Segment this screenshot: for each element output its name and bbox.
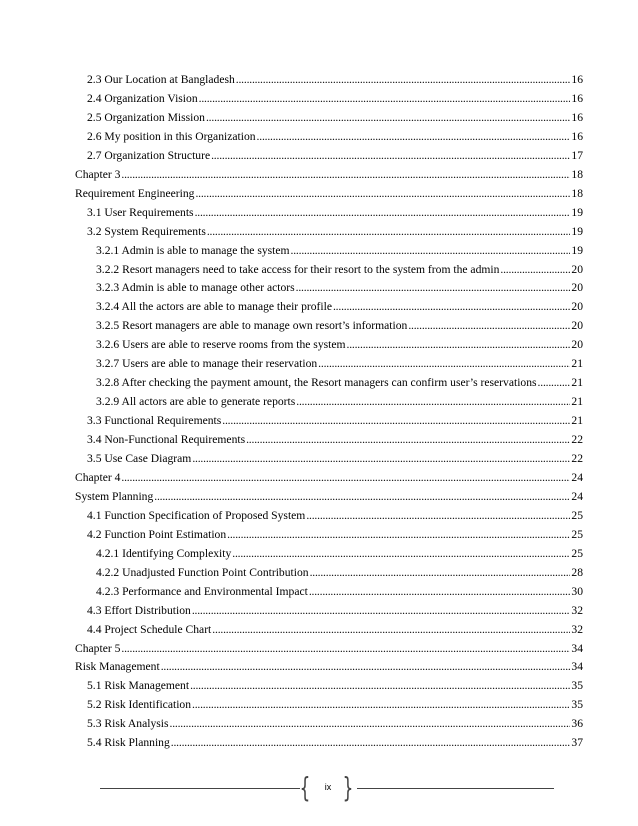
toc-entry-title: Chapter 4 <box>75 470 121 484</box>
toc-entry <box>0 658 638 675</box>
footer-rule-right <box>357 788 554 789</box>
toc-page-number: 25 <box>571 546 583 560</box>
toc-dot-leader <box>192 696 570 713</box>
toc-page-number: 21 <box>571 357 583 371</box>
toc-page-number: 20 <box>571 319 583 333</box>
toc-dot-leader <box>170 715 571 732</box>
toc-page-number: 20 <box>571 300 583 314</box>
toc-entry <box>0 279 638 296</box>
toc-link[interactable] <box>87 734 583 751</box>
toc-dot-leader <box>190 677 570 694</box>
toc-dot-leader <box>161 658 571 675</box>
toc-entry-title: 2.3 Our Location at Bangladesh <box>87 73 235 86</box>
toc-entry-title: 3.3 Functional Requirements <box>87 414 222 428</box>
toc-entry-title: Requirement Engineering <box>75 186 195 200</box>
toc-page-number: 16 <box>571 91 583 105</box>
toc-link[interactable] <box>75 658 583 675</box>
toc-link[interactable] <box>87 204 583 221</box>
toc-entry-title: Chapter 3 <box>75 167 121 181</box>
toc-entry-title: 4.2.3 Performance and Environmental Impact <box>96 584 308 598</box>
toc-page-number: 19 <box>571 224 583 238</box>
toc-entry <box>0 336 638 353</box>
toc-link[interactable] <box>75 640 583 657</box>
toc-link[interactable] <box>87 147 583 164</box>
toc-page-number: 32 <box>571 603 583 617</box>
page-number: ix <box>324 782 332 792</box>
toc-page-number: 16 <box>571 129 583 143</box>
toc-entry-title: 3.4 Non-Functional Requirements <box>87 433 246 447</box>
toc-entry <box>0 412 638 429</box>
toc-page-number: 25 <box>571 527 583 541</box>
toc-entry <box>0 185 638 202</box>
toc-entry-title: 3.2.7 Users are able to manage their reservation <box>96 357 318 371</box>
toc-entry-title: 2.4 Organization Vision <box>87 91 198 105</box>
toc-entry <box>0 564 638 581</box>
toc-link[interactable] <box>96 374 583 391</box>
toc-entry <box>0 696 638 713</box>
toc-entry <box>0 450 638 467</box>
toc-page-number: 24 <box>571 470 583 484</box>
toc-link[interactable] <box>87 715 583 732</box>
toc-entry-title: 2.7 Organization Structure <box>87 148 211 162</box>
toc-entry <box>0 507 638 524</box>
toc-page-number: 22 <box>571 433 583 447</box>
toc-page-number: 16 <box>571 110 583 124</box>
footer-right-brace: } <box>342 771 354 804</box>
toc-entry-title: 3.2.5 Resort managers are able to manage own resort’s information <box>96 319 408 333</box>
toc-page-number: 20 <box>571 262 583 276</box>
toc-entry-title: 4.2.1 Identifying Complexity <box>96 546 232 560</box>
toc-page-number: 24 <box>571 489 583 503</box>
toc-entry <box>0 109 638 126</box>
toc-entry-title: 3.2.6 Users are able to reserve rooms from the system <box>96 338 346 352</box>
toc-dot-leader <box>121 166 570 183</box>
toc-dot-leader <box>333 298 570 315</box>
toc-entry <box>0 526 638 543</box>
toc-page-number: 36 <box>571 717 583 731</box>
toc-dot-leader <box>347 336 571 353</box>
toc-entry-title: 3.2.1 Admin is able to manage the system <box>96 243 290 257</box>
toc-dot-leader <box>192 602 571 619</box>
toc-link[interactable] <box>87 602 583 619</box>
toc-dot-leader <box>212 621 570 638</box>
toc-entry <box>0 715 638 732</box>
toc-entry <box>0 128 638 145</box>
toc-entry <box>0 545 638 562</box>
toc-dot-leader <box>246 431 570 448</box>
toc-page-number: 25 <box>571 508 583 522</box>
toc-entry-title: System Planning <box>75 489 154 503</box>
toc-link[interactable] <box>96 336 583 353</box>
toc-entry-title: 5.4 Risk Planning <box>87 736 170 750</box>
toc-page-number: 34 <box>571 641 583 655</box>
toc-link[interactable] <box>75 469 583 486</box>
toc-link[interactable] <box>87 128 583 145</box>
toc-dot-leader <box>310 564 571 581</box>
toc-dot-leader <box>222 412 570 429</box>
toc-entry-title: 3.2.9 All actors are able to generate reports <box>96 395 296 409</box>
toc-link[interactable] <box>87 71 583 88</box>
toc-link[interactable] <box>96 564 583 581</box>
toc-dot-leader <box>206 109 570 126</box>
toc-page-number: 28 <box>571 565 583 579</box>
toc-entry-title: 2.6 My position in this Organization <box>87 129 256 143</box>
toc-entry-title: 4.2.2 Unadjusted Function Point Contribution <box>96 565 309 579</box>
toc-dot-leader <box>192 450 570 467</box>
toc-page-number: 18 <box>571 167 583 181</box>
toc-dot-leader <box>306 507 570 524</box>
toc-entry <box>0 242 638 259</box>
toc-page-number: 37 <box>571 736 583 750</box>
toc-entry-title: 3.1 User Requirements <box>87 205 194 219</box>
toc-link[interactable] <box>75 488 583 505</box>
toc-link[interactable] <box>87 109 583 126</box>
toc-link[interactable] <box>87 90 583 107</box>
toc-dot-leader <box>236 71 571 88</box>
toc-dot-leader <box>171 734 571 751</box>
toc-dot-leader <box>257 128 571 145</box>
toc-entry-title: 2.5 Organization Mission <box>87 110 205 124</box>
toc-entry <box>0 621 638 638</box>
toc-page-number: 19 <box>571 243 583 257</box>
toc-page-number: 19 <box>571 205 583 219</box>
toc-page-number: 16 <box>571 73 583 86</box>
toc-link[interactable] <box>87 223 583 240</box>
toc-dot-leader <box>296 279 571 296</box>
toc-entry <box>0 374 638 391</box>
toc-entry-title: 4.4 Project Schedule Chart <box>87 622 212 636</box>
toc-page-number: 18 <box>571 186 583 200</box>
toc-entry-title: Risk Management <box>75 660 160 674</box>
toc-link[interactable] <box>87 621 583 638</box>
toc-link[interactable] <box>96 355 583 372</box>
toc-link[interactable] <box>96 393 583 410</box>
toc-page-number: 17 <box>571 148 583 162</box>
toc-entry <box>0 355 638 372</box>
toc-entry <box>0 677 638 694</box>
toc-link[interactable] <box>96 317 583 334</box>
toc-page-number: 21 <box>571 414 583 428</box>
toc-entry-title: 4.1 Function Specification of Proposed System <box>87 508 306 522</box>
toc-dot-leader <box>199 90 571 107</box>
toc-dot-leader <box>195 185 570 202</box>
toc-entry-title: 3.2.2 Resort managers need to take access for their resort to the system from the admin <box>96 262 500 276</box>
toc-link[interactable] <box>87 507 583 524</box>
toc-page-number: 35 <box>571 679 583 693</box>
toc-entry-title: 5.2 Risk Identification <box>87 698 192 712</box>
toc-entry <box>0 640 638 657</box>
toc-page-number: 30 <box>571 584 583 598</box>
footer-left-brace: { <box>299 771 311 804</box>
toc-link[interactable] <box>96 583 583 600</box>
toc-link[interactable] <box>87 412 583 429</box>
toc-page-number: 20 <box>571 338 583 352</box>
toc-dot-leader <box>121 640 570 657</box>
toc-link[interactable] <box>96 279 583 296</box>
toc-dot-leader <box>121 469 570 486</box>
toc-page-number: 21 <box>571 376 583 390</box>
toc-entry <box>0 204 638 221</box>
toc-dot-leader <box>207 223 571 240</box>
footer-rule-left <box>100 788 300 789</box>
toc-entry-title: 3.2 System Requirements <box>87 224 206 238</box>
toc-dot-leader <box>195 204 571 221</box>
page-footer <box>0 770 638 810</box>
toc-link[interactable] <box>75 166 583 183</box>
toc-entry <box>0 261 638 278</box>
toc-dot-leader <box>232 545 570 562</box>
toc-dot-leader <box>291 242 571 259</box>
toc-link[interactable] <box>96 261 583 278</box>
toc-page-number: 35 <box>571 698 583 712</box>
toc-entry <box>0 90 638 107</box>
toc-dot-leader <box>296 393 570 410</box>
toc-entry-title: 5.3 Risk Analysis <box>87 717 169 731</box>
toc-dot-leader <box>309 583 571 600</box>
toc-link[interactable] <box>87 450 583 467</box>
toc-entry <box>0 147 638 164</box>
toc-dot-leader <box>211 147 570 164</box>
toc-entry <box>0 469 638 486</box>
toc-page-number: 22 <box>571 452 583 465</box>
toc-entry-title: 3.5 Use Case Diagram <box>87 452 192 465</box>
toc-dot-leader <box>500 261 570 278</box>
toc-entry <box>0 488 638 505</box>
toc-entry-title: 3.2.8 After checking the payment amount, the Resort managers can confirm user’s reservations <box>96 376 537 390</box>
toc-page-number: 34 <box>571 660 583 674</box>
toc-entry <box>0 166 638 183</box>
toc-entry-title: 4.2 Function Point Estimation <box>87 527 227 541</box>
toc-dot-leader <box>154 488 570 505</box>
toc-link[interactable] <box>96 545 583 562</box>
toc-entry-title: 5.1 Risk Management <box>87 679 190 693</box>
toc-entry <box>0 734 638 751</box>
toc-dot-leader <box>227 526 570 543</box>
toc-entry <box>0 602 638 619</box>
toc-entry <box>0 317 638 334</box>
toc-page-number: 32 <box>571 622 583 636</box>
toc-entry <box>0 583 638 600</box>
toc-page-number: 20 <box>571 281 583 295</box>
toc-link[interactable] <box>75 185 583 202</box>
toc-entry <box>0 223 638 240</box>
toc-entry <box>0 71 638 88</box>
toc-dot-leader <box>318 355 570 372</box>
toc-link[interactable] <box>87 526 583 543</box>
toc-entry-title: 3.2.4 All the actors are able to manage their profile <box>96 300 332 314</box>
toc-entry <box>0 298 638 315</box>
toc-dot-leader <box>408 317 570 334</box>
toc-link[interactable] <box>87 677 583 694</box>
toc-page-number: 21 <box>571 395 583 409</box>
toc-entry <box>0 431 638 448</box>
toc-link[interactable] <box>87 696 583 713</box>
toc-dot-leader <box>538 374 571 391</box>
toc-link[interactable] <box>96 298 583 315</box>
toc-entry <box>0 393 638 410</box>
toc-link[interactable] <box>96 242 583 259</box>
toc-link[interactable] <box>87 431 583 448</box>
toc-entry-title: 3.2.3 Admin is able to manage other actors <box>96 281 295 295</box>
toc-entry-title: Chapter 5 <box>75 641 121 655</box>
toc-entry-title: 4.3 Effort Distribution <box>87 603 191 617</box>
